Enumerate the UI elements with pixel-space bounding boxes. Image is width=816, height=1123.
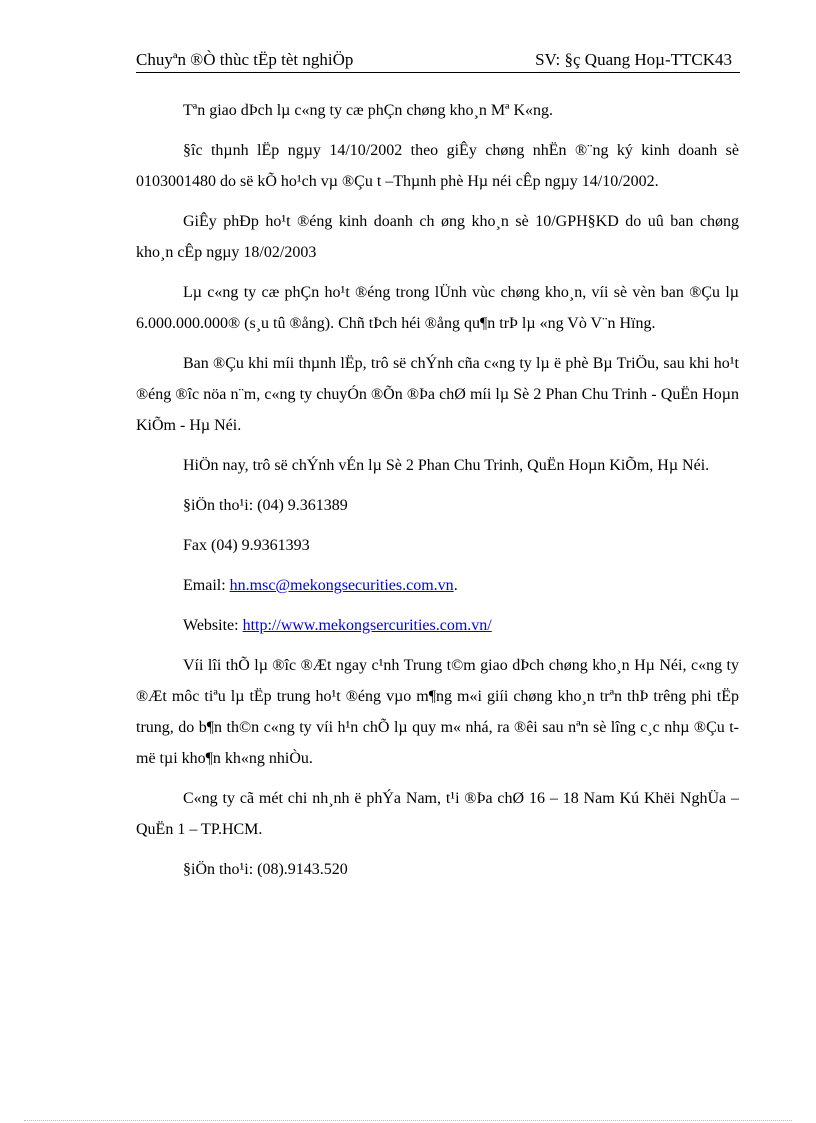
website-label: Website:: [183, 617, 243, 634]
header-student-name: SV: §ç Quang Hoµ-TTCK43: [535, 50, 732, 69]
paragraph-branch: C«ng ty cã mét chi nh¸nh ë phÝa Nam, t¹i ®Þa chØ 16 – 18 Nam Kú Khëi NghÜa – QuËn 1 – TP.HCM.: [136, 790, 739, 838]
paragraph-license: GiÊy phÐp ho¹t ®éng kinh doanh ch øng kho¸n sè 10/GPH§KD do uû ban chøng kho¸n cÊp ngµy 18/02/2003: [136, 213, 739, 261]
paragraph-phone-hcm: §iÖn tho¹i: (08).9143.520: [183, 861, 348, 878]
email-link[interactable]: hn.msc@mekongsecurities.com.vn: [229, 577, 454, 594]
header-thesis-title: Chuyªn ®Ò thùc tËp tèt nghiÖp: [136, 50, 354, 69]
paragraph-phone-hanoi: §iÖn tho¹i: (04) 9.361389: [183, 497, 348, 514]
website-link[interactable]: http://www.mekongsercurities.com.vn/: [242, 617, 492, 634]
page-bottom-divider: [24, 1120, 792, 1121]
email-suffix: .: [453, 577, 458, 594]
paragraph-email: [136, 570, 739, 601]
page-header: [136, 50, 740, 73]
paragraph-website: [136, 610, 739, 641]
paragraph-fax: Fax (04) 9.9361393: [183, 537, 310, 554]
paragraph-advantages: Víi lîi thÕ lµ ®îc ®Æt ngay c¹nh Trung t©m giao dÞch chøng kho¸n Hµ Néi, c«ng ty ®Æt môc tiªu lµ tËp trung ho¹t ®éng vµo m¶ng m«i giíi chøng kho¸n trªn thÞ trêng phi tËp trung, do b¶n th©n c«ng ty víi h¹n chÕ lµ quy m« nhá, ra ®êi sau nªn sè lîng c¸c nhµ ®Çu t më tµi kho¶n kh«ng nhiÒu.: [136, 657, 739, 767]
document-body: [136, 95, 739, 894]
paragraph-history: Ban ®Çu khi míi thµnh lËp, trô së chÝnh cña c«ng ty lµ ë phè Bµ TriÖu, sau khi ho¹t ®éng ®îc nöa n¨m, c«ng ty chuyÓn ®Õn ®Þa chØ míi lµ Sè 2 Phan Chu Trinh - QuËn Hoµn KiÕm - Hµ Néi.: [136, 355, 739, 434]
paragraph-capital: Lµ c«ng ty cæ phÇn ho¹t ®éng trong lÜnh vùc chøng kho¸n, víi sè vèn ban ®Çu lµ 6.000.000.000® (s¸u tû ®ång). Chñ tÞch héi ®ång qu¶n trÞ lµ «ng Vò V¨n Hïng.: [136, 284, 739, 332]
paragraph-trade-name: Tªn giao dÞch lµ c«ng ty cæ phÇn chøng kho¸n Mª K«ng.: [183, 102, 554, 119]
email-label: Email:: [183, 577, 230, 594]
paragraph-establishment: §îc thµnh lËp ngµy 14/10/2002 theo giÊy chøng nhËn ®¨ng ký kinh doanh sè 0103001480 do së kÕ ho¹ch vµ ®Çu t –Thµnh phè Hµ néi cÊp ngµy 14/10/2002.: [136, 142, 739, 190]
paragraph-headquarters: HiÖn nay, trô së chÝnh vÉn lµ Sè 2 Phan Chu Trinh, QuËn Hoµn KiÕm, Hµ Néi.: [183, 457, 710, 474]
